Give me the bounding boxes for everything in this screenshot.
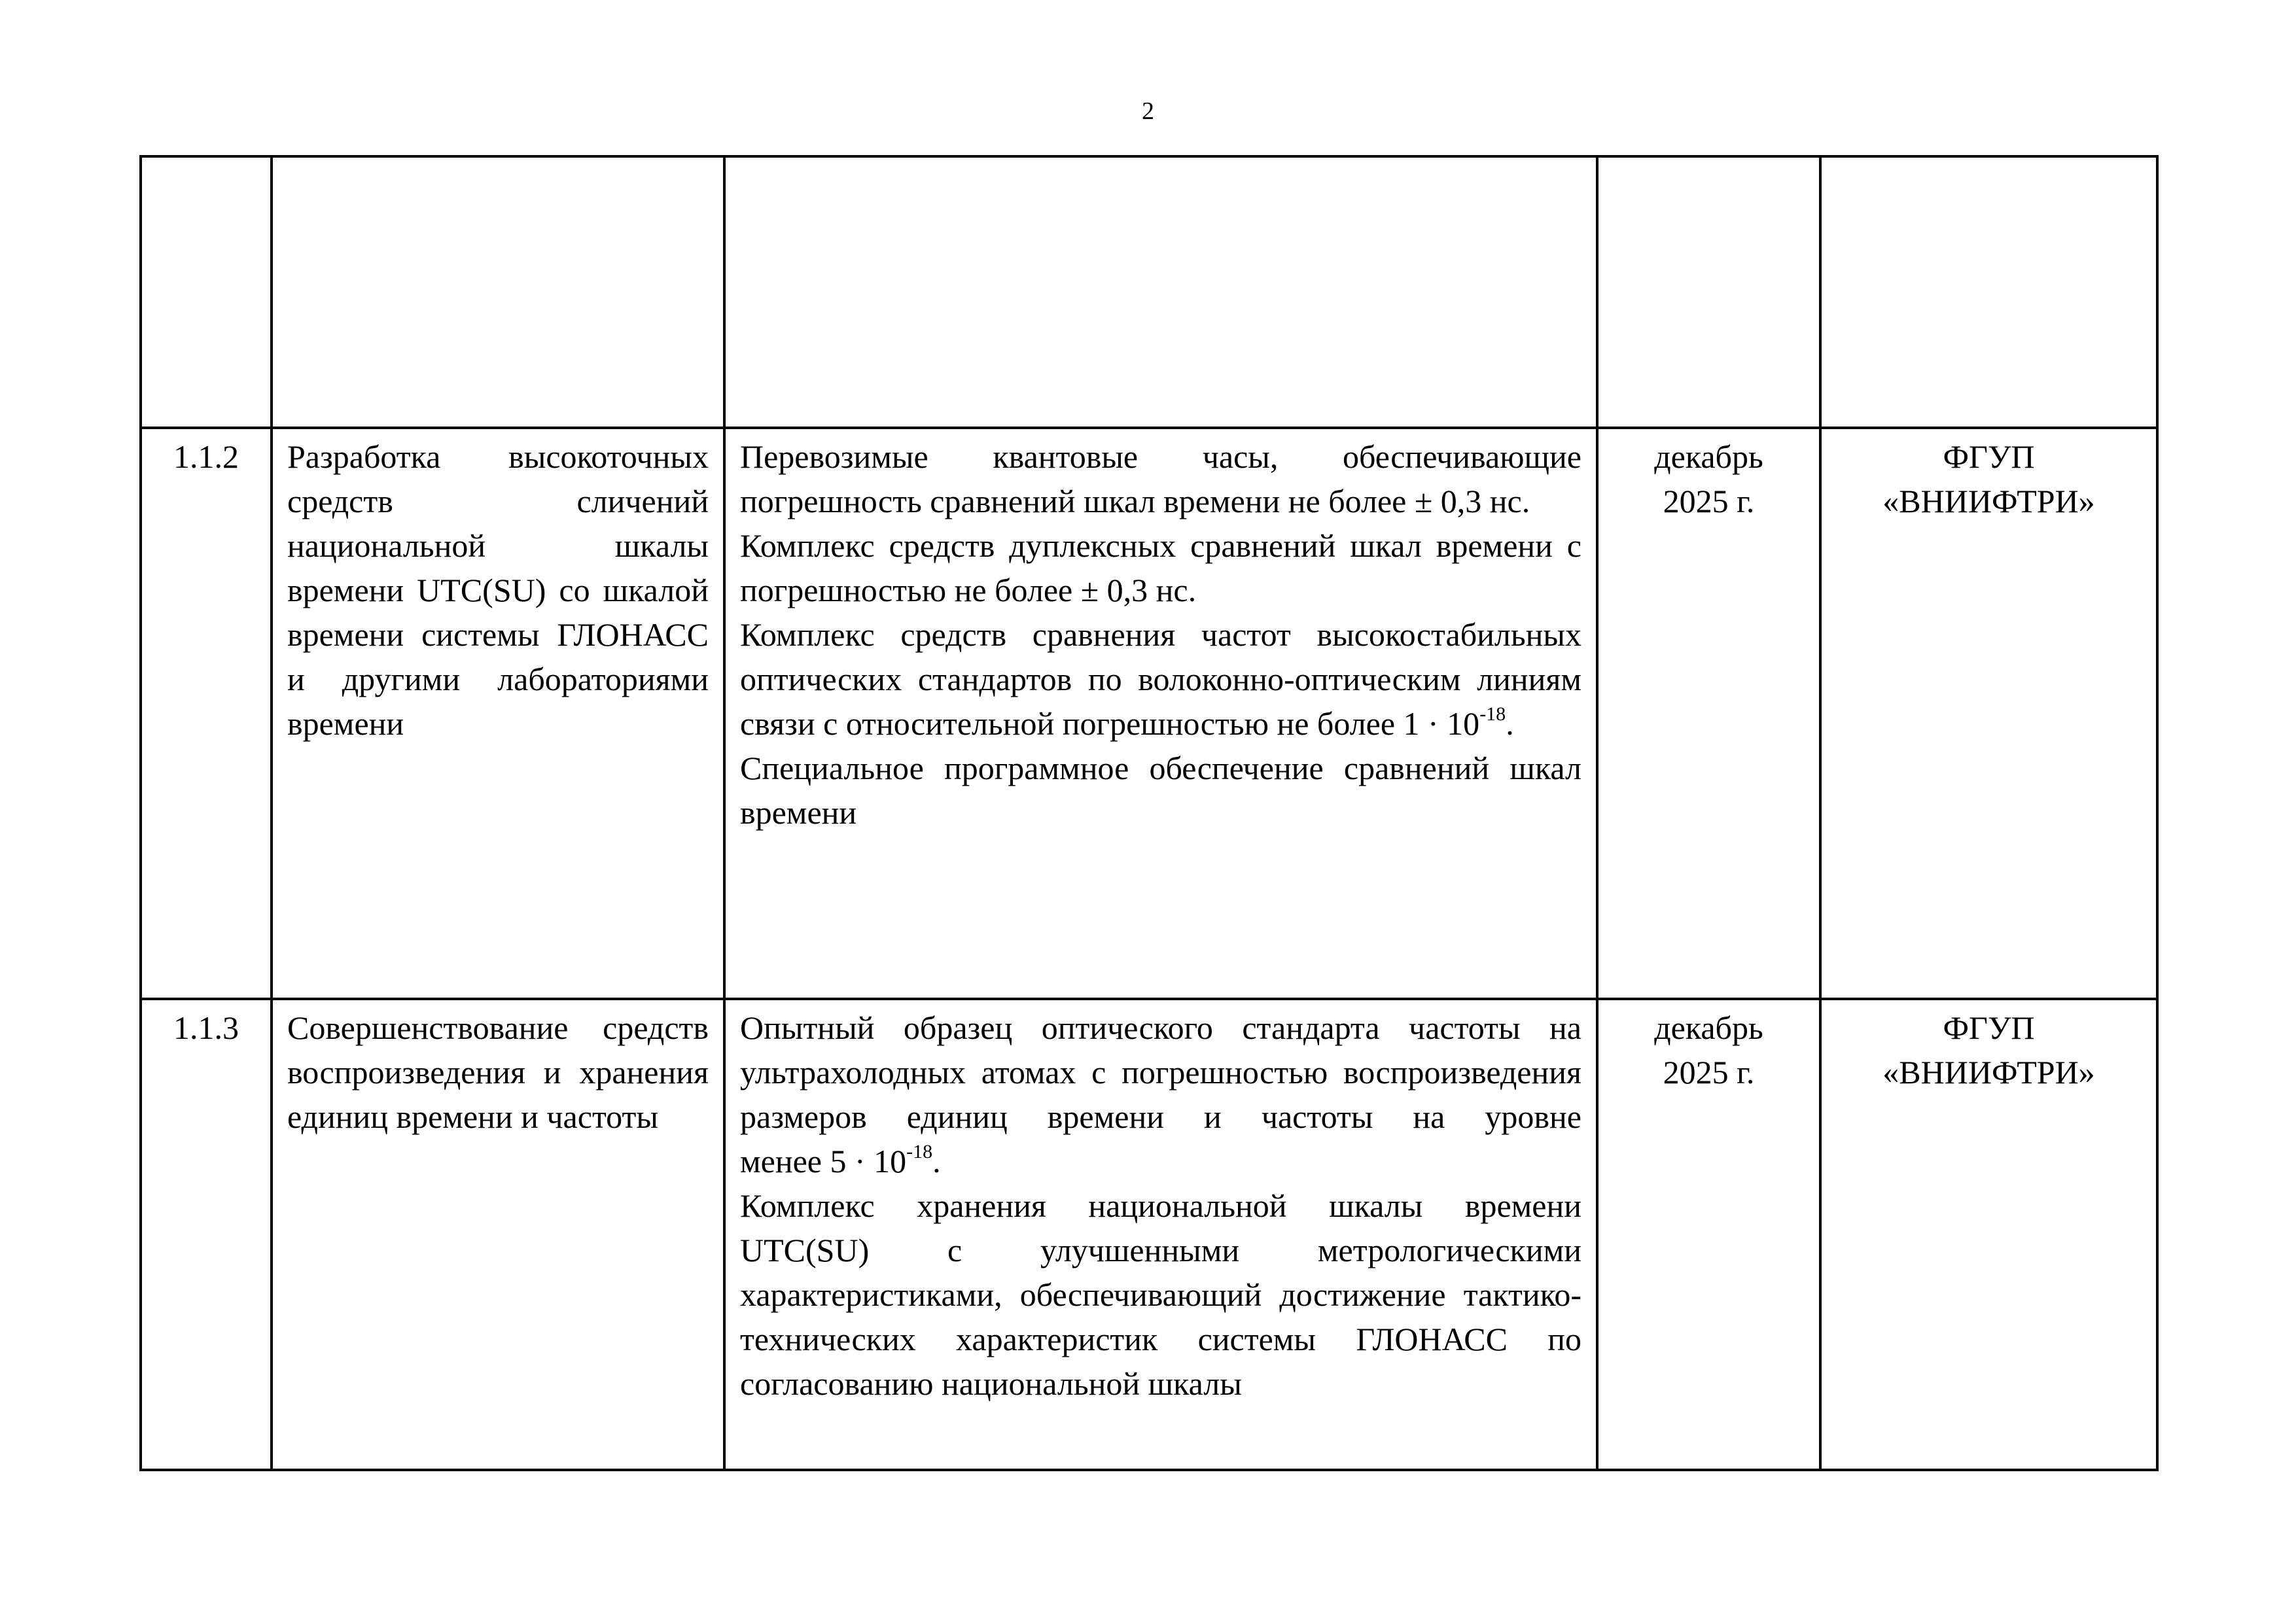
deadline-month: декабрь [1654,438,1763,475]
deadline-year: 2025 г. [1663,483,1755,519]
cell-title [272,999,724,1470]
cell-number [141,999,272,1470]
executor-type: ФГУП [1943,1009,2035,1046]
cell-deadline [1597,999,1820,1470]
result-text: Комплекс средств дуплексных сравнений шкал времени с погрешностью не более ± 0,3 нс. [740,527,1581,608]
item-number: 1.1.2 [173,438,239,475]
cell-results-empty [724,156,1597,428]
table-row-1-1-2 [141,428,2157,999]
deadline-month: декабрь [1654,1009,1763,1046]
exponent: -18 [906,1141,933,1162]
cell-number [141,428,272,999]
result-text: Перевозимые квантовые часы, обеспечивающие погрешность сравнений шкал времени не более ± 0,3 нс. [740,438,1581,519]
item-number: 1.1.3 [173,1009,239,1046]
cell-executor [1820,999,2157,1470]
executor-type: ФГУП [1943,438,2035,475]
item-title: Совершенствование средств воспроизведения и хранения единиц времени и частоты [287,1009,709,1135]
cell-deadline [1597,428,1820,999]
table-row-continuation [141,156,2157,428]
executor-name: «ВНИИФТРИ» [1882,483,2095,519]
table-row-1-1-3 [141,999,2157,1470]
result-text: Комплекс хранения национальной шкалы времени UTC(SU) с улучшенными метрологическими характеристиками, обеспечивающий достижение тактико-технических характеристик системы ГЛОНАСС по согласованию национальной шкалы [740,1187,1581,1402]
cell-results [724,428,1597,999]
cell-results [724,999,1597,1470]
cell-number-empty [141,156,272,428]
result-text: Комплекс средств сравнения частот высокостабильных оптических стандартов по волоконно-оптическим линиям связи с относительной погрешностью не более $1 \cdot 10^{-18}$. [740,616,1581,742]
cell-deadline-empty [1597,156,1820,428]
result-text: Опытный образец оптического стандарта частоты на ультрахолодных атомах с погрешностью воспроизведения размеров единиц времени и частоты на уровне [740,1009,1581,1135]
cell-executor-empty [1820,156,2157,428]
executor-name: «ВНИИФТРИ» [1882,1054,2095,1091]
deadline-year: 2025 г. [1663,1054,1755,1091]
result-text: Специальное программное обеспечение сравнений шкал времени [740,750,1581,831]
exponent: -18 [1479,703,1506,725]
cell-title-empty [272,156,724,428]
result-text: менее $5 \cdot 10^{-18}$. [740,1141,941,1179]
cell-executor [1820,428,2157,999]
item-title: Разработка высокоточных средств сличений национальной шкалы времени UTC(SU) со шкалой времени системы ГЛОНАСС и другими лабораториями времени [287,438,709,742]
plan-table [139,155,2159,1471]
cell-title [272,428,724,999]
page-number: 2 [1142,97,1154,125]
